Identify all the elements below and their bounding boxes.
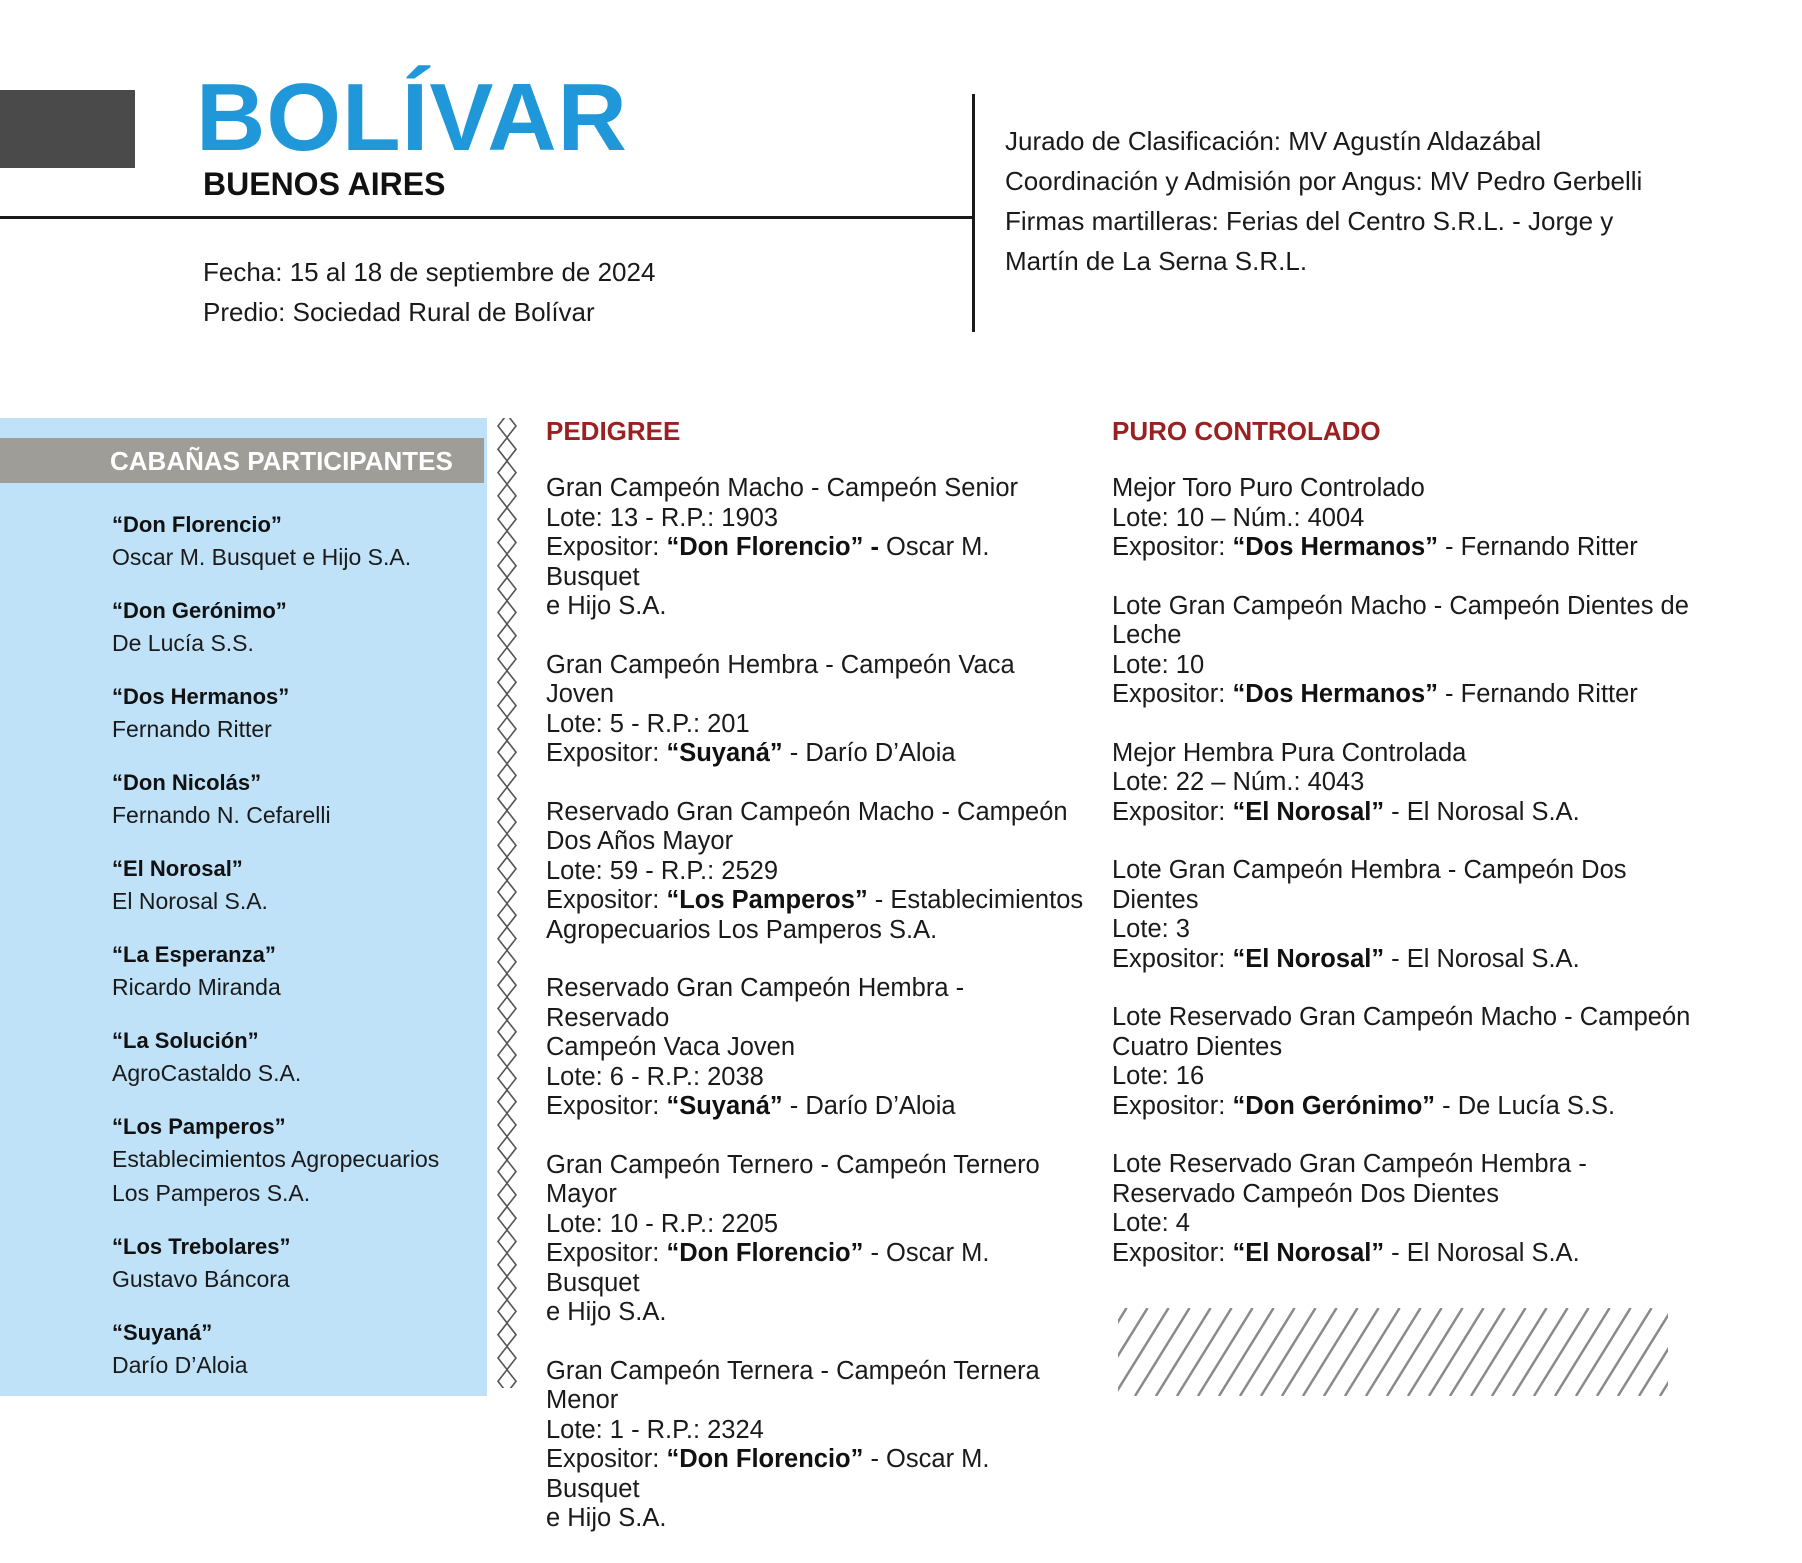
award-title-cont: Reservado Campeón Dos Dientes [1112,1179,1499,1208]
award-entry [546,798,1086,946]
diamond-link [498,1020,516,1043]
award-title: Lote Reservado Gran Campeón Hembra - [1112,1150,1587,1178]
award-title: Reservado Gran Campeón Macho - Campeón [546,797,1068,826]
award-exhibitor: Expositor: “Don Gerónimo” - De Lucía S.S. [1112,1091,1616,1120]
hatch-line [1303,1308,1358,1396]
award-exhibitor: Expositor: “Don Florencio” - Oscar M. Busquet [546,1239,990,1297]
award-title-cont: Campeón Vaca Joven [546,1033,796,1061]
diamond-link [498,1253,516,1276]
page-subtitle: BUENOS AIRES [203,166,446,202]
award-title: Mejor Toro Puro Controlado [1112,474,1425,502]
cabana-owner: De Lucía S.S. [112,630,254,656]
diamond-link [498,927,516,950]
award-entry [546,474,1086,622]
cabanas-header [0,438,484,483]
hatch-line [1450,1308,1505,1396]
hatch-line [1555,1308,1610,1396]
diamond-link [498,787,516,810]
diamond-link [498,741,516,764]
award-title: Lote Gran Campeón Hembra - Campeón Dos [1112,856,1627,884]
diamond-link [498,974,516,997]
award-exhibitor: Expositor: “Don Florencio” - Oscar M. Busquet [546,533,990,591]
diamond-link [498,717,516,740]
cabana-owner: Oscar M. Busquet e Hijo S.A. [112,544,412,570]
hatch-line [1513,1308,1568,1396]
hatch-line [1324,1308,1379,1396]
award-entry [546,1357,1086,1534]
award-lot: Lote: 10 [1112,650,1205,679]
award-exhibitor-cont: e Hijo S.A. [546,1504,667,1532]
diamond-link [498,438,516,461]
award-lot: Lote: 10 - R.P.: 2205 [546,1209,779,1238]
award-title-cont: Leche [1112,621,1182,649]
pedigree-column [546,416,1086,1563]
event-venue: Predio: Sociedad Rural de Bolívar [203,297,595,327]
list-item [112,1318,482,1382]
award-entry [1112,739,1712,828]
puro-controlado-title: PURO CONTROLADO [1112,416,1381,446]
list-item [112,682,482,746]
diamond-link [498,671,516,694]
list-item [112,854,482,918]
diamond-link [498,694,516,717]
award-entry [1112,592,1712,710]
diamond-link [498,904,516,927]
award-exhibitor: Expositor: “Suyaná” - Darío D’Aloia [546,1092,956,1120]
hatch-line [1534,1308,1589,1396]
hatch-line [1366,1308,1421,1396]
diamond-link [498,508,516,531]
header-vertical-divider [972,94,975,332]
header-gray-block [0,90,135,168]
diamond-link [498,1137,516,1160]
diamond-link [498,1207,516,1230]
award-title-cont: Dos Años Mayor [546,827,734,855]
cabana-owner: Darío D’Aloia [112,1352,248,1378]
award-exhibitor: Expositor: “El Norosal” - El Norosal S.A. [1112,944,1580,973]
diamond-link [498,1230,516,1253]
diamond-link [498,1067,516,1090]
award-lot: Lote: 4 [1112,1209,1190,1237]
puro-controlado-column [1112,416,1712,1297]
hatch-line [1576,1308,1631,1396]
award-exhibitor: Expositor: “Don Florencio” - Oscar M. Busquet [546,1445,990,1503]
award-exhibitor-cont: e Hijo S.A. [546,1298,667,1326]
diamond-link [498,881,516,904]
award-title-cont: Menor [546,1386,619,1414]
award-exhibitor-cont: e Hijo S.A. [546,592,667,620]
cabana-owner-cont: Los Pamperos S.A. [112,1180,311,1206]
list-item [112,510,482,574]
award-exhibitor: Expositor: “Los Pamperos” - Establecimientos [546,886,1084,914]
cabana-name: “Los Trebolares” [112,1234,291,1259]
award-entry [546,1151,1086,1328]
cabanas-title: CABAÑAS PARTICIPANTES [110,446,453,476]
cabana-name: “Dos Hermanos” [112,684,290,709]
page-title: BOLÍVAR [196,64,628,171]
diamond-link [498,484,516,507]
hatch-line [1408,1308,1463,1396]
hatch-line [1492,1308,1547,1396]
award-exhibitor: Expositor: “Dos Hermanos” - Fernando Ritter [1112,680,1638,708]
award-entry [1112,1150,1712,1268]
event-credits [1005,121,1765,281]
cabana-owner: AgroCastaldo S.A. [112,1060,302,1086]
hatch-line [1261,1308,1316,1396]
coordination-line: Coordinación y Admisión por Angus: MV Pedro Gerbelli [1005,166,1643,196]
award-entry [1112,474,1712,563]
event-info [203,252,655,332]
cabana-name: “Don Nicolás” [112,770,262,795]
diamond-link [498,1277,516,1300]
award-title-cont: Cuatro Dientes [1112,1032,1283,1061]
award-lot: Lote: 10 – Núm.: 4004 [1112,503,1365,532]
auctioneers-line-1: Firmas martilleras: Ferias del Centro S.R.L. - Jorge y [1005,206,1614,236]
award-exhibitor: Expositor: “Dos Hermanos” - Fernando Ritter [1112,533,1638,561]
award-title: Gran Campeón Hembra - Campeón Vaca Joven [546,650,1015,708]
award-exhibitor: Expositor: “El Norosal” - El Norosal S.A. [1112,797,1580,826]
award-lot: Lote: 13 - R.P.: 1903 [546,503,779,532]
hatch-line [1471,1308,1526,1396]
hatch-line [1198,1308,1253,1396]
diamond-link [498,1323,516,1346]
hatch-line [1135,1308,1190,1396]
cabana-owner: Gustavo Báncora [112,1266,290,1292]
diamond-link [498,834,516,857]
cabana-owner: Ricardo Miranda [112,974,281,1000]
award-entry [1112,856,1712,974]
award-title: Gran Campeón Ternero - Campeón Ternero [546,1150,1040,1179]
cabana-name: “La Solución” [112,1028,259,1053]
award-title: Lote Reservado Gran Campeón Macho - Campeón [1112,1003,1691,1031]
diamond-link [498,764,516,787]
award-lot: Lote: 59 - R.P.: 2529 [546,856,779,885]
hatch-line [1597,1308,1652,1396]
award-title: Lote Gran Campeón Macho - Campeón Dientes de [1112,591,1689,620]
diamond-link [498,1090,516,1113]
hatch-line [1282,1308,1337,1396]
diamond-link [498,1160,516,1183]
diamond-link [498,811,516,834]
hatch-line [1345,1308,1400,1396]
hatch-line [1156,1308,1211,1396]
list-item [112,1112,482,1210]
diamond-link [498,997,516,1020]
cabana-name: “El Norosal” [112,856,243,881]
award-entry [1112,1003,1712,1121]
award-entry [546,651,1086,769]
list-item [112,768,482,832]
hatch-line [1219,1308,1274,1396]
cabana-name: “La Esperanza” [112,942,276,967]
pedigree-title: PEDIGREE [546,416,681,446]
award-lot: Lote: 16 [1112,1062,1205,1090]
diamond-link [498,418,516,438]
cabana-owner: El Norosal S.A. [112,888,268,914]
list-item [112,596,482,660]
award-title: Reservado Gran Campeón Hembra - Reservado [546,974,965,1032]
diamond-link [498,950,516,973]
diamond-link [498,601,516,624]
award-lot: Lote: 6 - R.P.: 2038 [546,1062,764,1091]
jury-line: Jurado de Clasificación: MV Agustín Aldazábal [1005,126,1542,156]
cabana-owner: Fernando N. Cefarelli [112,802,331,828]
event-date: Fecha: 15 al 18 de septiembre de 2024 [203,257,656,287]
cabana-name: “Don Gerónimo” [112,598,287,623]
award-title: Gran Campeón Ternera - Campeón Ternera [546,1356,1040,1385]
diamond-link [498,648,516,671]
header-divider [0,216,975,219]
diamond-link [498,624,516,647]
award-lot: Lote: 1 - R.P.: 2324 [546,1415,764,1444]
cabana-owner: Fernando Ritter [112,716,272,742]
list-item [112,1026,482,1090]
diamond-link [498,1114,516,1137]
diamond-link [498,578,516,601]
award-title-cont: Mayor [546,1180,617,1208]
hatch-line [1240,1308,1295,1396]
diamond-link [498,531,516,554]
diamond-link [498,1370,516,1388]
award-title: Mejor Hembra Pura Controlada [1112,738,1467,767]
list-item [112,940,482,1004]
award-lot: Lote: 5 - R.P.: 201 [546,709,750,738]
diamond-link [498,1183,516,1206]
award-title: Gran Campeón Macho - Campeón Senior [546,474,1018,502]
auctioneers-line-2: Martín de La Serna S.R.L. [1005,246,1308,276]
diamond-link [498,857,516,880]
hatch-line [1177,1308,1232,1396]
cabana-name: “Los Pamperos” [112,1114,286,1139]
cabana-owner: Establecimientos Agropecuarios [112,1146,440,1172]
diamond-link [498,1300,516,1323]
diamond-link [498,1347,516,1370]
diamond-chain-divider [497,418,517,1388]
diamond-link [498,461,516,484]
list-item [112,1232,482,1296]
diamond-link [498,1044,516,1067]
decorative-hatch-pattern [1118,1308,1668,1396]
hatch-line [1429,1308,1484,1396]
award-exhibitor: Expositor: “Suyaná” - Darío D’Aloia [546,739,956,767]
cabana-name: “Don Florencio” [112,512,282,537]
award-entry [546,974,1086,1122]
cabanas-list [112,510,482,1404]
award-exhibitor: Expositor: “El Norosal” - El Norosal S.A. [1112,1238,1580,1267]
diamond-link [498,554,516,577]
award-title-cont: Dientes [1112,885,1199,914]
cabana-name: “Suyaná” [112,1320,213,1345]
award-lot: Lote: 22 – Núm.: 4043 [1112,768,1365,796]
award-exhibitor-cont: Agropecuarios Los Pamperos S.A. [546,915,938,944]
hatch-line [1387,1308,1442,1396]
award-lot: Lote: 3 [1112,915,1190,943]
